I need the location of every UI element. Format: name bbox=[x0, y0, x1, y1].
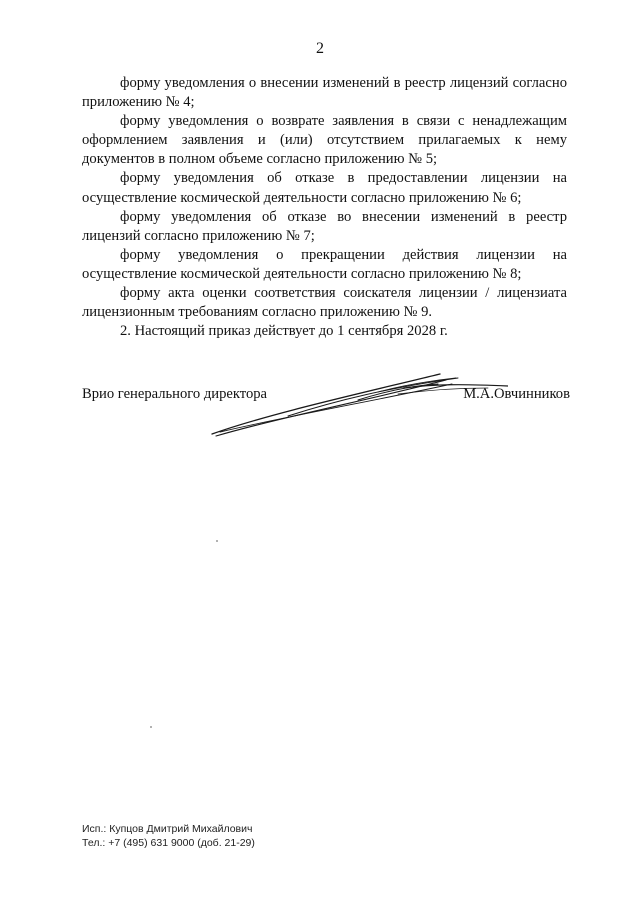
paragraph-form-6: форму уведомления об отказе в предоставлении лицензии на осуществление космической деятельности согласно приложению № 6; bbox=[82, 170, 567, 206]
handwritten-signature bbox=[208, 370, 508, 440]
paragraph-validity: 2. Настоящий приказ действует до 1 сентября 2028 г. bbox=[120, 323, 448, 340]
paragraph-form-9: форму акта оценки соответствия соискателя лицензии / лицензиата лицензионным требованиям согласно приложению № 9. bbox=[82, 285, 567, 321]
page-number: 2 bbox=[316, 40, 324, 57]
document-body bbox=[82, 74, 567, 341]
executor-name: Исп.: Купцов Дмитрий Михайлович bbox=[82, 823, 253, 835]
executor-phone: Тел.: +7 (495) 631 9000 (доб. 21-29) bbox=[82, 837, 255, 849]
paragraph-form-8: форму уведомления о прекращении действия лицензии на осуществление космической деятельности согласно приложению № 8; bbox=[82, 246, 567, 282]
paragraph-form-4: форму уведомления о внесении изменений в реестр лицензий согласно приложению № 4; bbox=[82, 75, 567, 111]
signer-name: М.А.Овчинников bbox=[463, 386, 570, 402]
executor-info bbox=[82, 822, 255, 850]
paragraph-form-5: форму уведомления о возврате заявления в связи с ненадлежащим оформлением заявления и (или) отсутствием прилагаемых к нему документов в полном объеме согласно приложению № 5; bbox=[82, 113, 567, 168]
signature-block bbox=[82, 384, 570, 444]
scan-speck bbox=[150, 726, 152, 728]
scan-speck bbox=[216, 540, 218, 542]
paragraph-form-7: форму уведомления об отказе во внесении изменений в реестр лицензий согласно приложению № 7; bbox=[82, 208, 567, 244]
signer-position: Врио генерального директора bbox=[82, 386, 268, 402]
